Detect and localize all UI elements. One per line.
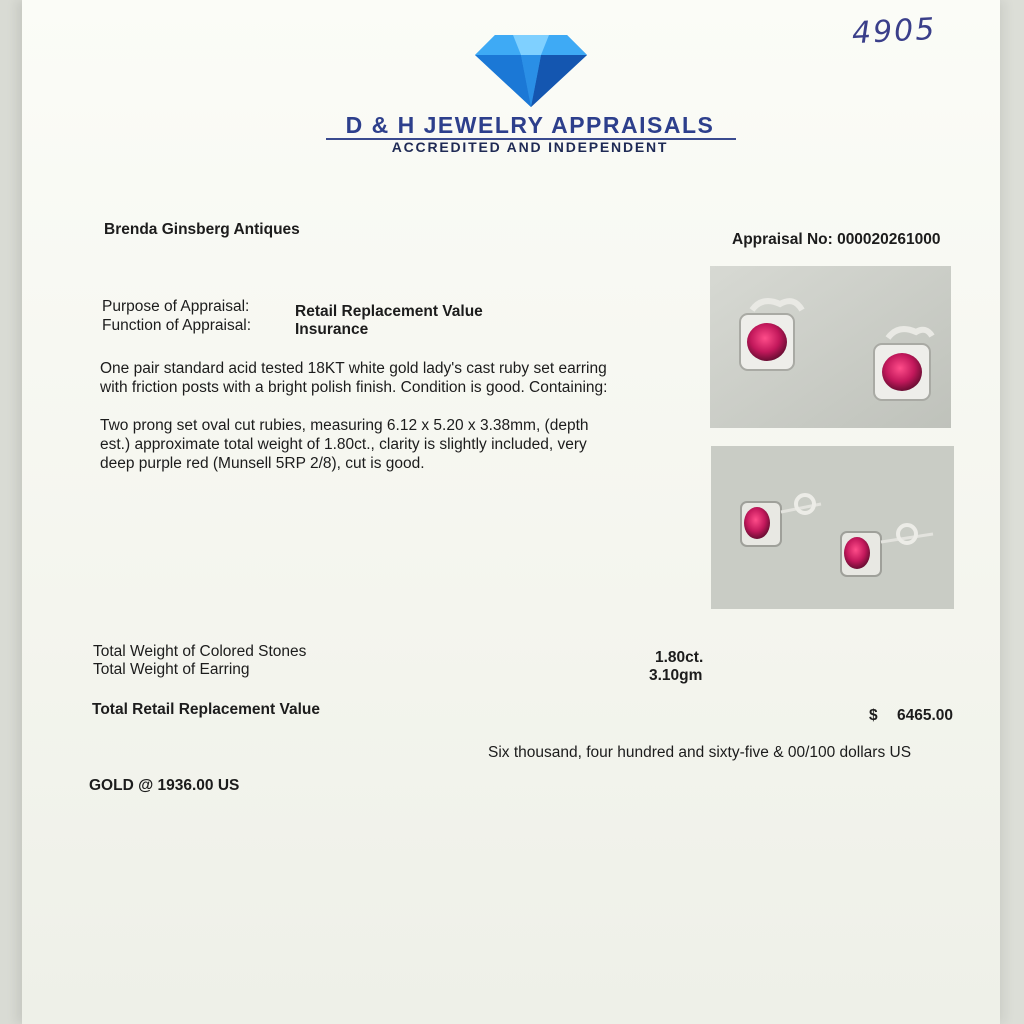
- brand-name: D & H JEWELRY APPRAISALS: [345, 112, 715, 138]
- stones-line: deep purple red (Munsell 5RP 2/8), cut is good.: [100, 455, 425, 472]
- stones-description: [100, 416, 589, 473]
- ghost-text: [100, 510, 104, 526]
- colored-stones-weight-label: Total Weight of Colored Stones: [93, 643, 307, 660]
- right-background-edge: [1000, 0, 1024, 1024]
- stones-line: est.) approximate total weight of 1.80ct., clarity is slightly included, very: [100, 436, 587, 453]
- earring-photo-front: [710, 266, 951, 428]
- appraisal-number: Appraisal No: 000020261000: [732, 231, 941, 248]
- description-line: with friction posts with a bright polish finish. Condition is good. Containing:: [100, 379, 608, 396]
- description-line: One pair standard acid tested 18KT white gold lady's cast ruby set earring: [100, 360, 607, 377]
- currency-symbol: $: [869, 707, 878, 724]
- client-name: Brenda Ginsberg Antiques: [104, 221, 300, 238]
- function-label: Function of Appraisal:: [102, 317, 252, 334]
- earring-weight-label: Total Weight of Earring: [93, 661, 250, 678]
- left-background-edge: [0, 0, 22, 1024]
- retail-value-amount: 6465.00: [897, 707, 954, 724]
- handwritten-note: 4905: [851, 11, 938, 52]
- function-value: Insurance: [295, 321, 369, 338]
- retail-value-words: Six thousand, four hundred and sixty-five & 00/100 dollars US: [488, 744, 912, 761]
- diamond-logo-icon: [475, 33, 587, 107]
- gold-price: GOLD @ 1936.00 US: [89, 777, 240, 794]
- colored-stones-weight-value: 1.80ct.: [655, 649, 704, 666]
- earring-weight-value: 3.10gm: [649, 667, 703, 684]
- purpose-value: Retail Replacement Value: [295, 303, 483, 320]
- brand-tagline: ACCREDITED AND INDEPENDENT: [391, 139, 669, 155]
- purpose-label: Purpose of Appraisal:: [102, 298, 250, 315]
- item-description: [100, 359, 607, 397]
- earring-photo-side: [711, 446, 954, 609]
- retail-value-label: Total Retail Replacement Value: [92, 701, 320, 718]
- stones-line: Two prong set oval cut rubies, measuring 6.12 x 5.20 x 3.38mm, (depth: [100, 417, 589, 434]
